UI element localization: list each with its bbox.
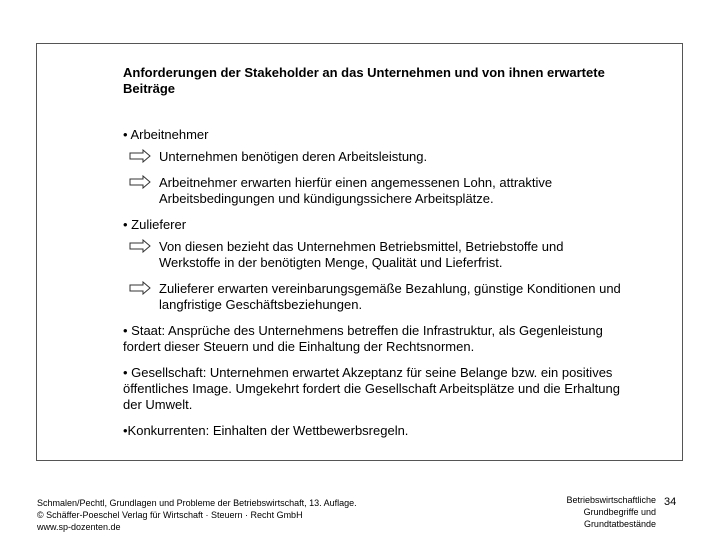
- sub-text: Unternehmen benötigen deren Arbeitsleistung.: [159, 149, 428, 164]
- source-line: © Schäffer-Poeschel Verlag für Wirtschaft · Steuern · Recht GmbH: [37, 510, 303, 520]
- sub-text: Zulieferer erwarten vereinbarungsgemäße Bezahlung, günstige Konditionen und langfristige Geschäftsbeziehungen.: [159, 281, 621, 312]
- source-line: Schmalen/Pechtl, Grundlagen und Probleme der Betriebswirtschaft, 13. Auflage.: [37, 498, 357, 508]
- bullet-gesellschaft: • Gesellschaft: Unternehmen erwartet Akzeptanz für seine Belange bzw. ein positives öffentliches Image. Umgekehrt fordert die Gesellschaft Arbeitsplätze und die Erhaltung der Umwelt.: [123, 365, 620, 412]
- slide-title: Anforderungen der Stakeholder an das Unternehmen und von ihnen erwartete Beiträge: [123, 65, 605, 96]
- sub-item: [123, 149, 623, 165]
- subject-line: Grundtatbestände: [583, 519, 656, 529]
- sub-item: [123, 281, 623, 313]
- section-zulieferer: [123, 217, 623, 313]
- page-number: 34: [664, 496, 677, 508]
- sub-text: Von diesen bezieht das Unternehmen Betriebsmittel, Betriebstoffe und Werkstoffe in der benötigten Menge, Qualität und Lieferfrist.: [159, 239, 564, 270]
- right-arrow-icon: [129, 281, 151, 295]
- right-arrow-icon: [129, 239, 151, 253]
- footer-source: [37, 497, 357, 533]
- subject-line: Betriebswirtschaftliche: [566, 495, 656, 505]
- bullet-konkurrenten: •Konkurrenten: Einhalten der Wettbewerbsregeln.: [123, 423, 409, 438]
- right-arrow-icon: [129, 175, 151, 189]
- slide-content: [123, 127, 623, 439]
- bullet-zulieferer: • Zulieferer: [123, 217, 187, 232]
- subject-line: Grundbegriffe und: [583, 507, 656, 517]
- footer-subject: [548, 494, 656, 530]
- sub-item: [123, 239, 623, 271]
- bullet-arbeitnehmer: • Arbeitnehmer: [123, 127, 209, 142]
- bullet-staat: • Staat: Ansprüche des Unternehmens betreffen die Infrastruktur, als Gegenleistung fordert dieser Steuern und die Einhaltung der Rechtsnormen.: [123, 323, 603, 354]
- sub-item: [123, 175, 623, 207]
- right-arrow-icon: [129, 149, 151, 163]
- source-link: www.sp-dozenten.de: [37, 522, 121, 532]
- section-arbeitnehmer: [123, 127, 623, 207]
- sub-text: Arbeitnehmer erwarten hierfür einen angemessenen Lohn, attraktive Arbeitsbedingungen und kündigungssichere Arbeitsplätze.: [159, 175, 553, 206]
